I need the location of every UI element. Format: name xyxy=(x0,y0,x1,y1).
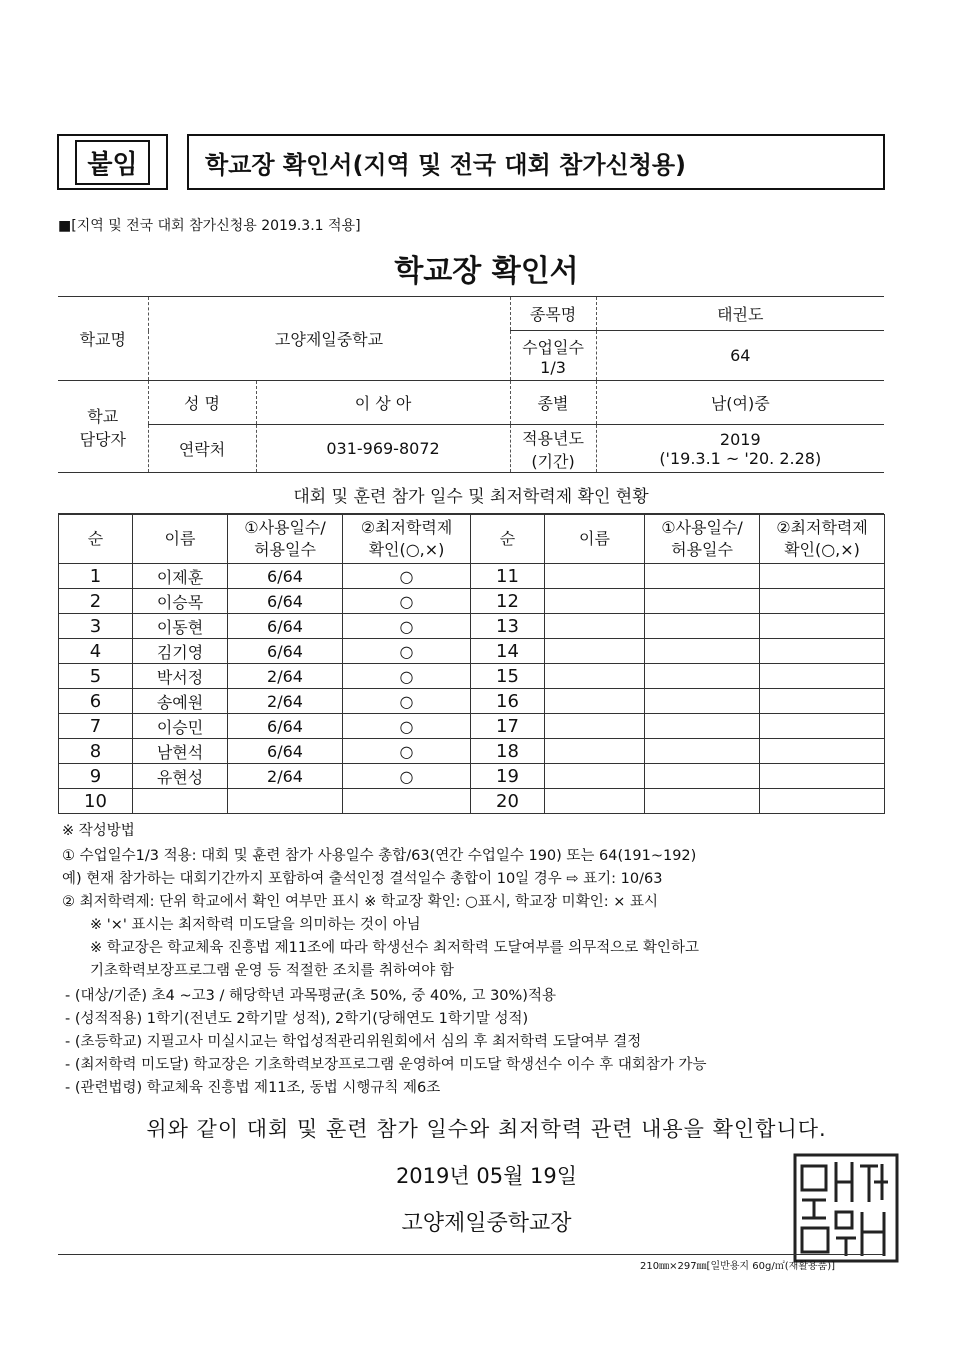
row-no: 6 xyxy=(59,689,133,714)
attachment-badge-label: 붙임 xyxy=(75,140,149,185)
row-no: 9 xyxy=(59,764,133,789)
detail-1: - (대상/기준) 초4 ~고3 / 해당학년 과목평균(초 50%, 중 40%, 고 30%)적용 xyxy=(65,988,556,1004)
staff-name-label: 성 명 xyxy=(148,381,256,425)
row-name xyxy=(545,589,645,614)
row-check: ○ xyxy=(343,714,471,739)
row-no: 20 xyxy=(471,789,545,814)
paper-spec: 210㎜×297㎜[일반용지 60g/㎡(재활용품)] xyxy=(640,1261,836,1272)
apply-year-label xyxy=(510,425,596,473)
row-days xyxy=(645,614,760,639)
note-4a: ※ 학교장은 학교체육 진흥법 제11조에 따라 학생선수 최저학력 도달여부를 의무적으로 확인하고 xyxy=(90,940,699,956)
row-name xyxy=(545,664,645,689)
apply-year-label-line2: (기간) xyxy=(531,451,575,471)
row-check xyxy=(760,714,885,739)
sign-date: 2019년 05월 19일 xyxy=(395,1164,578,1188)
confirm-sentence: 위와 같이 대회 및 훈련 참가 일수와 최저학력 관련 내용을 확인합니다. xyxy=(146,1117,827,1141)
note-1b: 예) 현재 참가하는 대회기간까지 포함하여 출석인정 결석일수 총합이 10일 경우 ⇨ 표기: 10/63 xyxy=(62,871,663,887)
event-label: 종목명 xyxy=(510,297,596,331)
row-check xyxy=(760,739,885,764)
table-row xyxy=(59,614,885,639)
apply-year-value-line2: ('19.3.1 ~ '20. 2.28) xyxy=(659,448,822,468)
col-days-right-line2: 허용일수 xyxy=(671,540,733,559)
detail-4: - (최저학력 미도달) 학교장은 기초학력보장프로그램 운영하여 미도달 학생선수 이수 후 대회참가 가능 xyxy=(65,1057,707,1073)
notes-heading: ※ 작성방법 xyxy=(62,823,135,839)
apply-year-label-line1: 적용년도 xyxy=(522,428,584,448)
school-name-value: 고양제일중학교 xyxy=(148,297,510,381)
row-days xyxy=(645,739,760,764)
staff-label xyxy=(58,381,148,473)
row-name: 김기영 xyxy=(133,639,228,664)
row-check xyxy=(760,689,885,714)
row-days xyxy=(645,564,760,589)
row-days xyxy=(645,664,760,689)
row-days: 2/64 xyxy=(228,764,343,789)
row-name: 이승목 xyxy=(133,589,228,614)
document-title: 학교장 확인서 xyxy=(394,254,579,289)
row-check: ○ xyxy=(343,664,471,689)
row-check: ○ xyxy=(343,739,471,764)
row-name: 유현성 xyxy=(133,764,228,789)
col-name-right: 이름 xyxy=(545,515,645,564)
col-days-left-line2: 허용일수 xyxy=(254,540,316,559)
roster-section-title: 대회 및 훈련 참가 일수 및 최저학력제 확인 현황 xyxy=(58,481,884,514)
row-days: 6/64 xyxy=(228,564,343,589)
row-no: 4 xyxy=(59,639,133,664)
school-days-label-line2: 1/3 xyxy=(540,357,566,377)
apply-note: ■[지역 및 전국 대회 참가신청용 2019.3.1 적용] xyxy=(58,218,361,234)
table-row xyxy=(59,589,885,614)
apply-year-value xyxy=(596,425,884,473)
table-row xyxy=(59,664,885,689)
row-check: ○ xyxy=(343,564,471,589)
row-no: 11 xyxy=(471,564,545,589)
staff-label-line1: 학교 xyxy=(87,406,119,426)
staff-name-value: 이 상 아 xyxy=(256,381,510,425)
row-name xyxy=(545,789,645,814)
row-name: 남현석 xyxy=(133,739,228,764)
row-days: 2/64 xyxy=(228,689,343,714)
row-no: 15 xyxy=(471,664,545,689)
row-no: 1 xyxy=(59,564,133,589)
col-check-left-line2: 확인(○,×) xyxy=(368,540,445,559)
row-days: 6/64 xyxy=(228,589,343,614)
school-days-label-line1: 수업일수 xyxy=(522,337,584,357)
row-name xyxy=(545,739,645,764)
row-no: 16 xyxy=(471,689,545,714)
row-name: 이동현 xyxy=(133,614,228,639)
division-value: 남(여)중 xyxy=(596,381,884,425)
detail-5: - (관련법령) 학교체육 진흥법 제11조, 동법 시행규칙 제6조 xyxy=(65,1080,441,1096)
row-check xyxy=(343,789,471,814)
col-days-left-line1: ①사용일수/ xyxy=(244,518,326,537)
row-check xyxy=(760,664,885,689)
detail-2: - (성적적용) 1학기(전년도 2학기말 성적), 2학기(당해연도 1학기말 성적) xyxy=(65,1011,529,1027)
row-days: 6/64 xyxy=(228,739,343,764)
col-check-right xyxy=(760,515,885,564)
col-check-left xyxy=(343,515,471,564)
row-no: 5 xyxy=(59,664,133,689)
detail-3: - (초등학교) 지필고사 미실시교는 학업성적관리위원회에서 심의 후 최저학력 도달여부 결정 xyxy=(65,1034,642,1050)
row-name xyxy=(545,714,645,739)
row-no: 7 xyxy=(59,714,133,739)
school-days-value: 64 xyxy=(596,331,884,381)
col-no-right: 순 xyxy=(471,515,545,564)
row-name: 박서정 xyxy=(133,664,228,689)
row-days xyxy=(645,789,760,814)
col-name-left: 이름 xyxy=(133,515,228,564)
row-days xyxy=(645,589,760,614)
row-check xyxy=(760,639,885,664)
principal-name: 고양제일중학교장 xyxy=(401,1211,572,1236)
row-days: 6/64 xyxy=(228,614,343,639)
school-days-label xyxy=(510,331,596,381)
row-name xyxy=(545,614,645,639)
header-title: 학교장 확인서(지역 및 전국 대회 참가신청용) xyxy=(187,134,885,190)
table-row xyxy=(59,689,885,714)
table-row xyxy=(59,789,885,814)
division-label: 종별 xyxy=(510,381,596,425)
row-check: ○ xyxy=(343,614,471,639)
row-name xyxy=(545,639,645,664)
row-name xyxy=(133,789,228,814)
roster-table xyxy=(58,514,885,814)
info-table xyxy=(58,296,884,473)
table-row xyxy=(59,739,885,764)
row-check: ○ xyxy=(343,764,471,789)
note-2: ② 최저학력제: 단위 학교에서 확인 여부만 표시 ※ 학교장 확인: ○표시, 학교장 미확인: × 표시 xyxy=(62,894,658,910)
staff-label-line2: 담당자 xyxy=(79,429,126,449)
row-days: 6/64 xyxy=(228,714,343,739)
row-no: 8 xyxy=(59,739,133,764)
row-name: 송예원 xyxy=(133,689,228,714)
footer-divider xyxy=(58,1254,884,1255)
table-row xyxy=(59,639,885,664)
row-no: 19 xyxy=(471,764,545,789)
col-check-right-line1: ②최저학력제 xyxy=(776,518,868,537)
row-days: 6/64 xyxy=(228,639,343,664)
col-days-right xyxy=(645,515,760,564)
row-check: ○ xyxy=(343,589,471,614)
apply-year-value-line1: 2019 xyxy=(719,429,761,449)
row-days xyxy=(645,714,760,739)
school-seal-icon xyxy=(792,1152,900,1264)
row-no: 13 xyxy=(471,614,545,639)
note-3: ※ '×' 표시는 최저학력 미도달을 의미하는 것이 아님 xyxy=(90,917,421,933)
row-check xyxy=(760,614,885,639)
school-name-label: 학교명 xyxy=(58,297,148,381)
row-no: 18 xyxy=(471,739,545,764)
row-name: 이승민 xyxy=(133,714,228,739)
contact-value: 031-969-8072 xyxy=(256,425,510,473)
row-no: 10 xyxy=(59,789,133,814)
note-4b: 기초학력보장프로그램 운영 등 적절한 조치를 취하여야 함 xyxy=(90,963,454,979)
attachment-badge xyxy=(57,134,168,190)
col-days-left xyxy=(228,515,343,564)
col-check-left-line1: ②최저학력제 xyxy=(360,518,453,537)
row-name xyxy=(545,689,645,714)
row-check xyxy=(760,589,885,614)
table-row xyxy=(59,714,885,739)
row-days xyxy=(645,639,760,664)
row-check xyxy=(760,764,885,789)
col-check-right-line2: 확인(○,×) xyxy=(784,540,860,559)
row-check xyxy=(760,564,885,589)
row-days xyxy=(228,789,343,814)
table-row xyxy=(59,564,885,589)
col-no-left: 순 xyxy=(59,515,133,564)
row-check xyxy=(760,789,885,814)
row-no: 3 xyxy=(59,614,133,639)
row-no: 2 xyxy=(59,589,133,614)
row-name xyxy=(545,564,645,589)
table-row xyxy=(59,764,885,789)
row-days xyxy=(645,689,760,714)
row-name xyxy=(545,764,645,789)
row-check: ○ xyxy=(343,639,471,664)
col-days-right-line1: ①사용일수/ xyxy=(661,518,743,537)
event-value: 태권도 xyxy=(596,297,884,331)
contact-label: 연락처 xyxy=(148,425,256,473)
row-check: ○ xyxy=(343,689,471,714)
row-no: 17 xyxy=(471,714,545,739)
row-name: 이제훈 xyxy=(133,564,228,589)
row-days xyxy=(645,764,760,789)
note-1a: ① 수업일수1/3 적용: 대회 및 훈련 참가 사용일수 총합/63(연간 수업일수 190) 또는 64(191~192) xyxy=(62,848,697,864)
row-no: 14 xyxy=(471,639,545,664)
row-no: 12 xyxy=(471,589,545,614)
row-days: 2/64 xyxy=(228,664,343,689)
